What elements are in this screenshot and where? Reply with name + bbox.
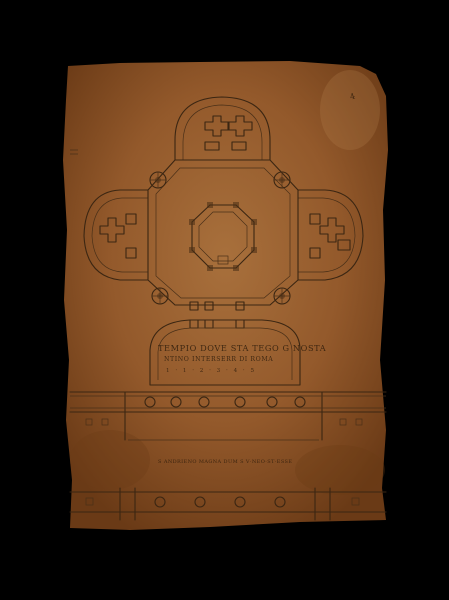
plan-title: TEMPIO DOVE STA TEGO G NOSTA <box>158 343 327 353</box>
stain <box>320 70 380 150</box>
stain <box>70 430 150 490</box>
plan-caption: S ANDRIENO MAGNA DUM S V·NEO·ST·ESSE <box>158 459 293 465</box>
sheet-number: 4 <box>348 91 357 102</box>
stain <box>295 445 385 495</box>
scale-bar-label: 1 · 1 · 2 · 3 · 4 · 5 <box>166 368 257 374</box>
plan-subtitle: NTINO INTERSERR DI ROMA <box>164 356 274 363</box>
